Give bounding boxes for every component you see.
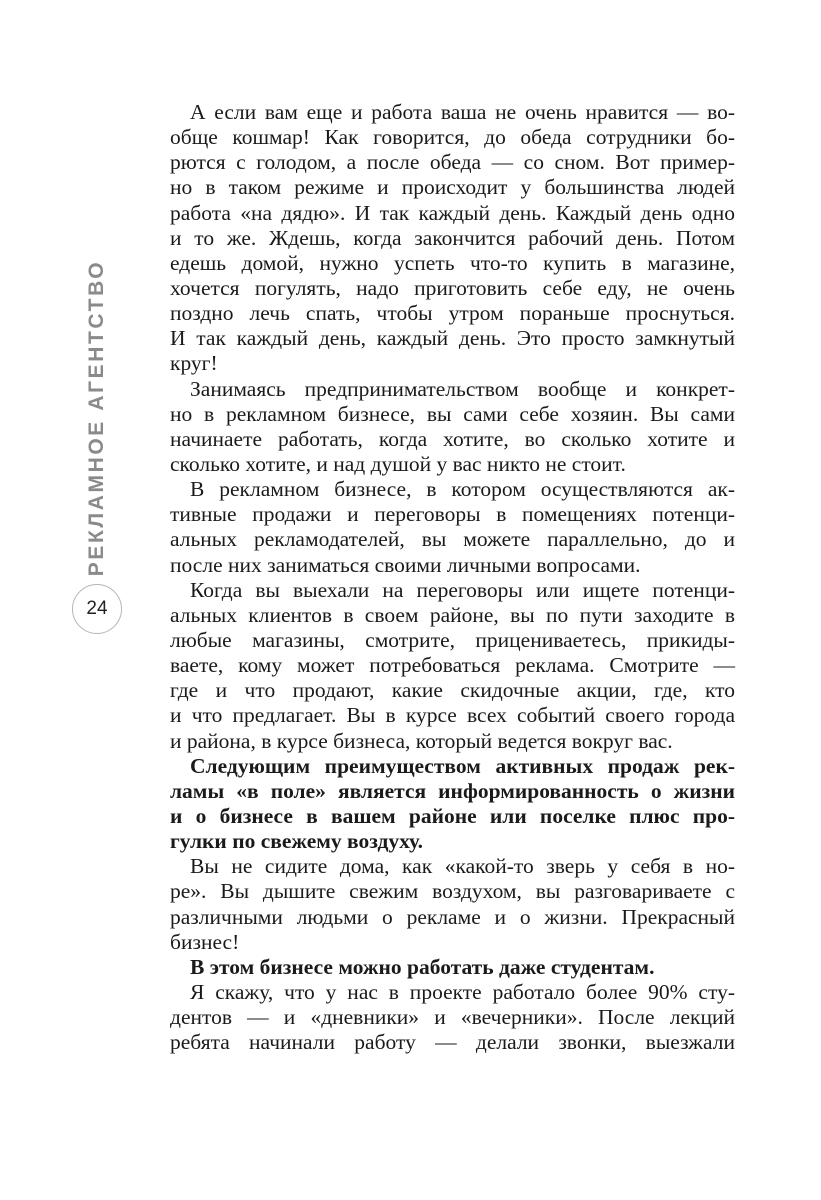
page-number [72, 584, 122, 634]
text-line: ваете, кому может потребоваться реклама. Смотрите — [170, 653, 735, 678]
bold-paragraph [170, 955, 735, 980]
text-line: А если вам еще и работа ваша не очень нравится — во- [190, 100, 735, 124]
body-text [170, 100, 735, 1055]
text-line: рются с голодом, а после обеда — со сном. Вот пример- [170, 150, 735, 175]
text-line: обще кошмар! Как говорится, до обеда сотрудники бо- [170, 125, 735, 150]
text-line: ре». Вы дышите свежим воздухом, вы разговариваете с [170, 879, 735, 904]
paragraph [170, 578, 735, 754]
text-line: и то же. Ждешь, когда закончится рабочий день. Потом [170, 225, 735, 250]
text-line: И так каждый день, каждый день. Это просто замкнутый [170, 326, 735, 351]
paragraph [170, 100, 735, 377]
text-line: где и что продают, какие скидочные акции, где, кто [170, 678, 735, 703]
text-line: сколько хотите, и над душой у вас никто не стоит. [170, 451, 626, 476]
text-line: после них заниматься своими личными вопросами. [170, 552, 641, 577]
text-line: но в таком режиме и происходит у большинства людей [170, 175, 735, 200]
text-line: ламы «в поле» является информированность о жизни [170, 778, 735, 803]
text-line: хочется погулять, надо приготовить себе еду, не очень [170, 275, 735, 300]
text-line: ребята начинали работу — делали звонки, выезжали [170, 1030, 735, 1055]
bold-paragraph [170, 754, 735, 855]
text-line: начинаете работать, когда хотите, во сколько хотите и [170, 426, 735, 451]
text-line: но в рекламном бизнесе, вы сами себе хозяин. Вы сами [170, 401, 735, 426]
text-line: круг! [170, 351, 218, 376]
text-line: и района, в курсе бизнеса, который ведется вокруг вас. [170, 728, 673, 753]
text-line: тивные продажи и переговоры в помещениях потенци- [170, 502, 735, 527]
text-line: альных клиентов в своем районе, вы по пути заходите в [170, 602, 735, 627]
paragraph [170, 477, 735, 578]
text-line: работа «на дядю». И так каждый день. Каждый день одно [170, 200, 735, 225]
paragraph [170, 854, 735, 955]
running-head: РЕКЛАМНОЕ АГЕНТСТВО [85, 259, 108, 577]
text-line: Следующим преимуществом активных продаж рек- [190, 753, 735, 778]
text-line: дентов — и «дневники» и «вечерники». После лекций [170, 1005, 735, 1030]
text-line: Я скажу, что у нас в проекте работало более 90% сту- [190, 979, 735, 1004]
text-line: различными людьми о рекламе и о жизни. Прекрасный [170, 904, 735, 929]
text-line: бизнес! [170, 929, 240, 954]
paragraph [170, 377, 735, 478]
text-line: В рекламном бизнесе, в котором осуществляются ак- [190, 477, 735, 502]
text-line: любые магазины, смотрите, прицениваетесь, прикиды- [170, 627, 735, 652]
paragraph [170, 980, 735, 1055]
text-line: поздно лечь спать, чтобы утром пораньше проснуться. [170, 301, 735, 326]
text-line: Занимаясь предпринимательством вообще и конкрет- [190, 376, 735, 401]
text-line: и о бизнесе в вашем районе или поселке плюс про- [170, 803, 735, 828]
text-line: Вы не сидите дома, как «какой-то зверь у себя в но- [190, 854, 735, 879]
text-line: едешь домой, нужно успеть что-то купить в магазине, [170, 250, 735, 275]
text-line: гулки по свежему воздуху. [170, 829, 424, 854]
text-line: Когда вы выехали на переговоры или ищете потенци- [190, 577, 735, 602]
text-line: В этом бизнесе можно работать даже студентам. [190, 954, 655, 979]
text-line: альных рекламодателей, вы можете параллельно, до и [170, 527, 735, 552]
text-line: и что предлагает. Вы в курсе всех событий своего города [170, 703, 735, 728]
page-number-text: 24 [86, 598, 108, 619]
